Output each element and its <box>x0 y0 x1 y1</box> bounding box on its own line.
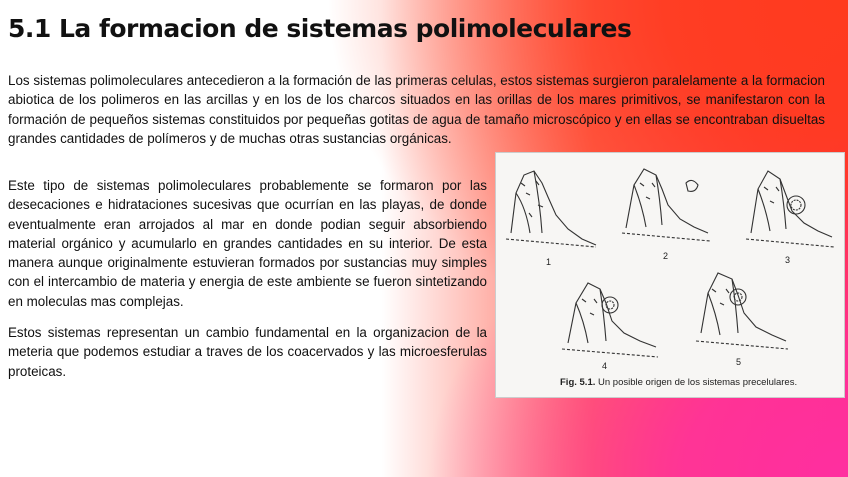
figure-caption-label: Fig. 5.1. <box>560 377 596 388</box>
panel-number-1: 1 <box>546 257 552 267</box>
panel-3-sketch <box>746 171 834 247</box>
panel-number-5: 5 <box>736 357 742 367</box>
figure-illustration <box>496 153 846 399</box>
panel-2-sketch <box>622 169 710 241</box>
figure-precellular-systems <box>495 152 845 398</box>
page-title: 5.1 La formacion de sistemas polimoleculares <box>8 14 632 43</box>
panel-number-2: 2 <box>663 251 669 261</box>
panel-number-3: 3 <box>785 255 791 265</box>
intro-paragraph: Los sistemas polimoleculares antecedieron a la formación de las primeras celulas, estos sistemas surgieron paralelamente a la formacion abiotica de los polimeros en las arcillas y en los de los charcos situados en las orillas de los mares primitivos, se manifestaron con la formación de pequeños sistemas constituidos por pequeñas gotitas de agua de tamaño microscópico y en ellas se encontraban disueltas grandes cantidades de polímeros y de muchas otras sustancias orgánicas. <box>8 73 825 146</box>
formation-paragraph: Este tipo de sistemas polimoleculares probablemente se formaron por las desecaciones e hidrataciones sucesivas que ocurrían en las playas, de donde eventualmente eran arrojados al mar en donde podian seguir absorbiendo material orgánico y acumularlo en grandes cantidades en su interior. De esta manera aunque originalmente estuvieran formados por sustancias muy simples con el intercambio de materia y energia de este ambiente se fueron sintetizando en moleculas mas complejas. <box>8 178 487 309</box>
conclusion-paragraph: Estos sistemas representan un cambio fundamental en la organizacion de la meteria que podemos estudiar a traves de los coacervados y las microesferulas proteicas. <box>8 325 487 379</box>
panel-1-sketch <box>506 171 596 247</box>
panel-number-4: 4 <box>602 361 608 371</box>
figure-caption <box>560 377 830 388</box>
panel-4-sketch <box>562 283 658 357</box>
panel-5-sketch <box>696 273 788 349</box>
figure-caption-text: Un posible origen de los sistemas precelulares. <box>598 377 798 388</box>
